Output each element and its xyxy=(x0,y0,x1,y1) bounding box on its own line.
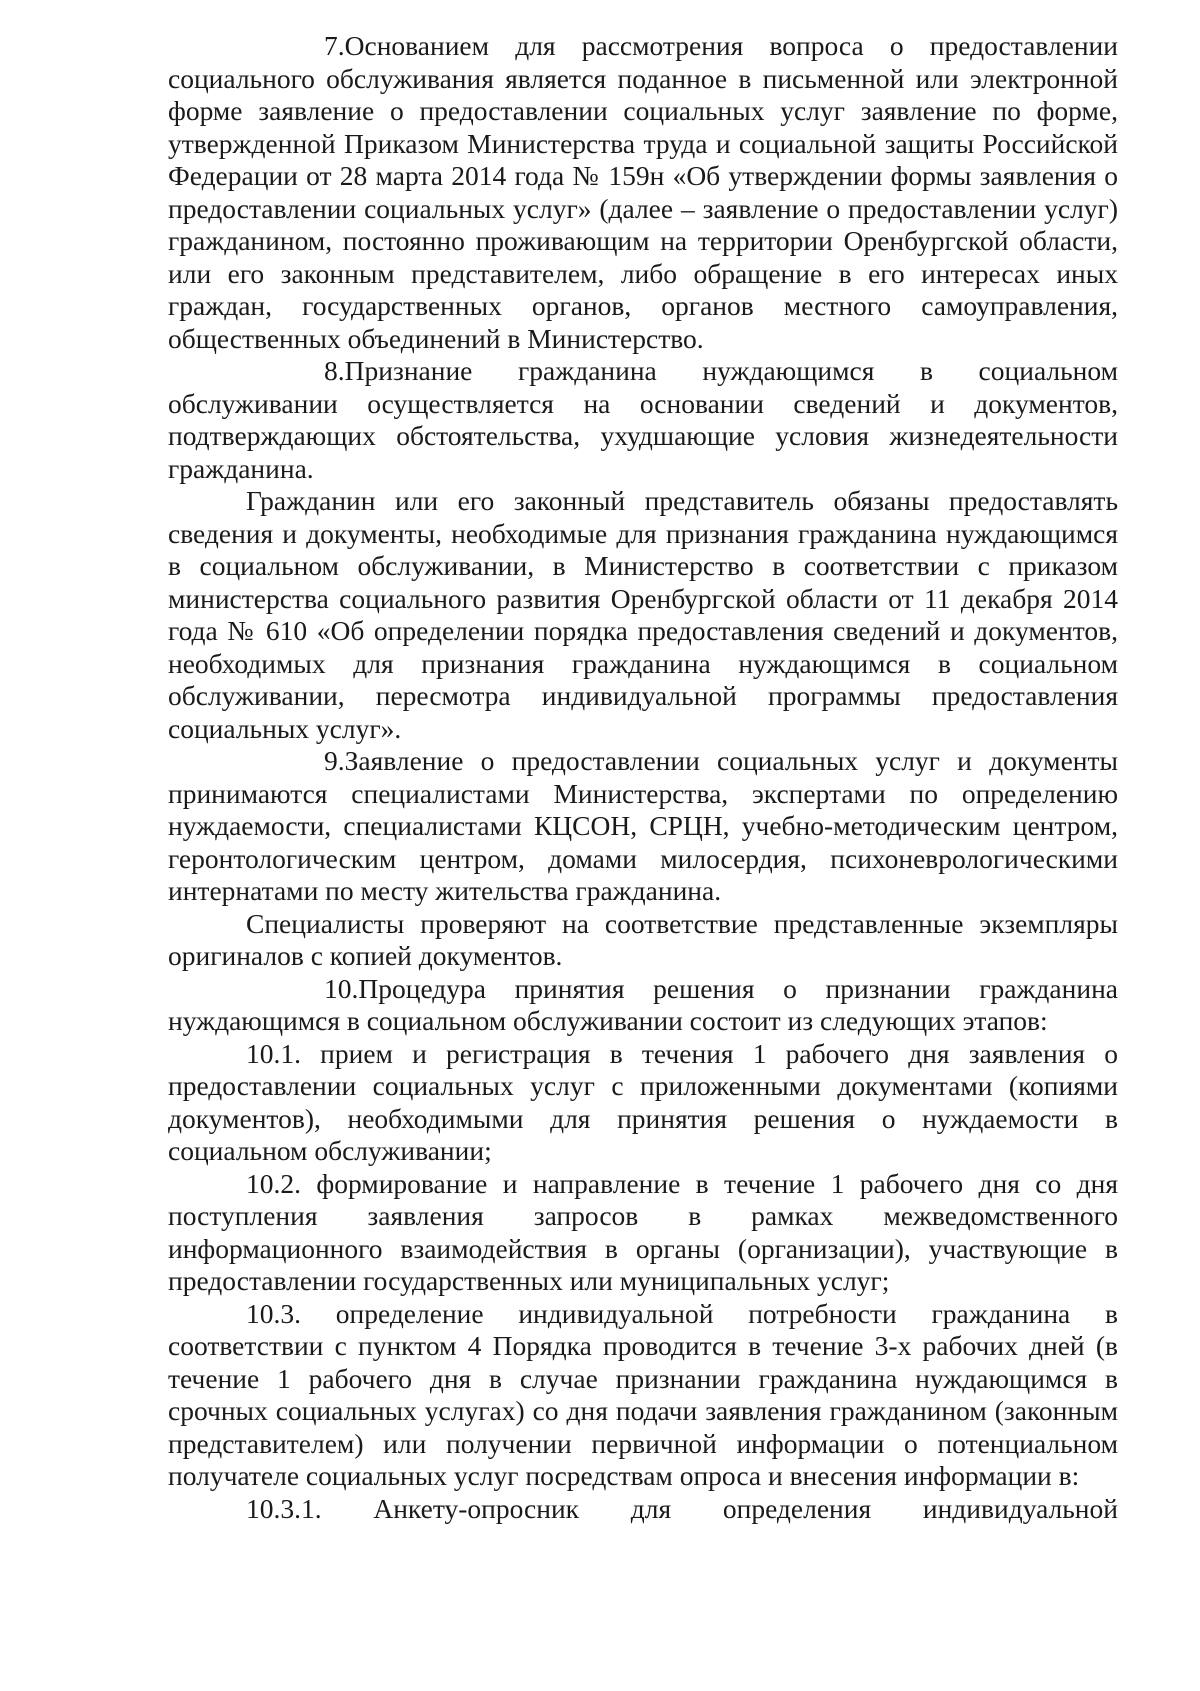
paragraph-8 xyxy=(168,355,1118,485)
paragraph-number: 7. xyxy=(324,30,345,61)
paragraph-9-continued xyxy=(168,908,1118,973)
paragraph-8-continued xyxy=(168,485,1118,745)
paragraph-number: 10. xyxy=(324,972,359,1004)
paragraph-10-2 xyxy=(168,1168,1118,1298)
document-page xyxy=(168,30,1118,1525)
paragraph-text: 10.1. прием и регистрация в течения 1 рабочего дня заявления о предоставлении социальных услуг с приложенными документами (копиями документов), необходимыми для принятия решения о нуждаемости в социальном обслуживании; xyxy=(168,1037,1118,1166)
paragraph-10-3-1 xyxy=(168,1493,1118,1526)
paragraph-text: Гражданин или его законный представитель обязаны предоставлять сведения и документы, необходимые для признания гражданина нуждающимся в социальном обслуживании, в Министерство в соответствии с приказом министерства социального развития Оренбургской области от 11 декабря 2014 года № 610 «Об определении порядка предоставления сведений и документов, необходимых для признания гражданина нуждающимся в социальном обслуживании, пересмотра индивидуальной программы предоставления социальных услуг». xyxy=(168,485,1118,744)
paragraph-text: 10.2. формирование и направление в течение 1 рабочего дня со дня поступления заявления запросов в рамках межведомственного информационного взаимодействия в органы (организации), участвующие в предоставлении государственных или муниципальных услуг; xyxy=(168,1167,1118,1296)
paragraph-text: 10.3. определение индивидуальной потребности гражданина в соответствии с пунктом 4 Порядка проводится в течение 3-х рабочих дней (в течение 1 рабочего дня в случае признании гражданина нуждающимся в срочных социальных услугах) со дня подачи заявления гражданином (законным представителем) или получении первичной информации о потенциальном получателе социальных услуг посредствам опроса и внесения информации в: xyxy=(168,1297,1118,1491)
paragraph-number: 8. xyxy=(324,355,345,386)
paragraph-text: Основанием для рассмотрения вопроса о предоставлении социального обслуживания является поданное в письменной или электронной форме заявление о предоставлении социальных услуг заявление по форме, утвержденной Приказом Министерства труда и социальной защиты Российской Федерации от 28 марта 2014 года № 159н «Об утверждении формы заявления о предоставлении социальных услуг» (далее – заявление о предоставлении услуг) гражданином, постоянно проживающим на территории Оренбургской области, или его законным представителем, либо обращение в его интересах иных граждан, государственных органов, органов местного самоуправления, общественных объединений в Министерство. xyxy=(168,30,1118,354)
paragraph-text: 10.3.1. Анкету-опросник для определения индивидуальной xyxy=(246,1492,1118,1524)
paragraph-text: Процедура принятия решения о признании гражданина нуждающимся в социальном обслуживании состоит из следующих этапов: xyxy=(168,972,1118,1036)
paragraph-10 xyxy=(168,973,1118,1038)
paragraph-9 xyxy=(168,745,1118,908)
paragraph-text: Заявление о предоставлении социальных услуг и документы принимаются специалистами Министерства, экспертами по определению нуждаемости, специалистами КЦСОН, СРЦН, учебно-методическим центром, геронтологическим центром, домами милосердия, психоневрологическими интернатами по месту жительства гражданина. xyxy=(168,745,1118,906)
paragraph-text: Специалисты проверяют на соответствие представленные экземпляры оригиналов с копией документов. xyxy=(168,907,1118,971)
paragraph-text: Признание гражданина нуждающимся в социальном обслуживании осуществляется на основании сведений и документов, подтверждающих обстоятельства, ухудшающие условия жизнедеятельности гражданина. xyxy=(168,355,1118,484)
paragraph-10-3 xyxy=(168,1298,1118,1493)
paragraph-number: 9. xyxy=(324,745,345,776)
paragraph-10-1 xyxy=(168,1038,1118,1168)
paragraph-7 xyxy=(168,30,1118,355)
